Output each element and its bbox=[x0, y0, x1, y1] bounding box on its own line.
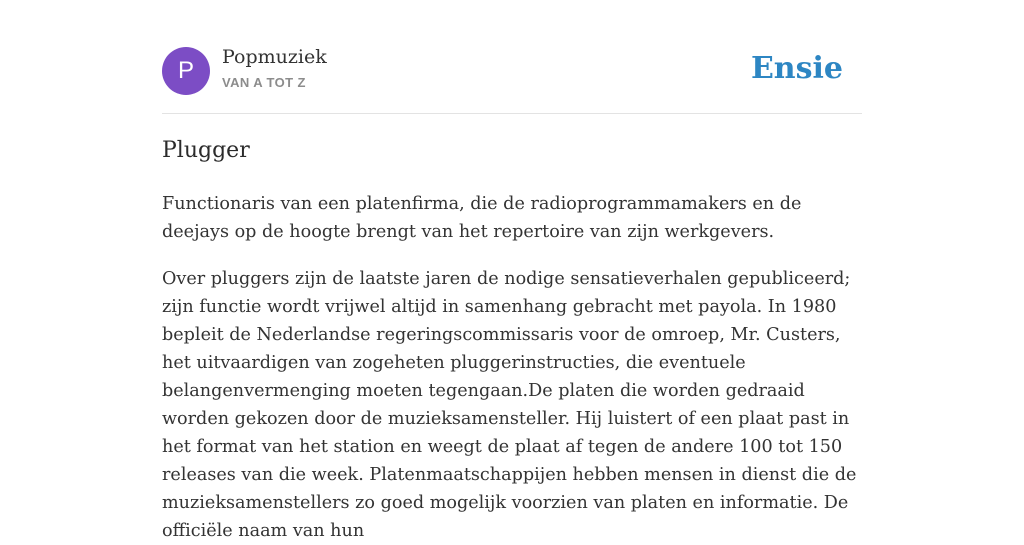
header bbox=[162, 0, 862, 114]
source-subtitle: VAN A TOT Z bbox=[222, 75, 306, 90]
entry-paragraph-2: Over pluggers zijn de laatste jaren de nodige sensatieverhalen gepubliceerd; zijn functie wordt vrijwel altijd in samenhang gebracht met payola. In 1980 bepleit de Nederlandse regeringscommissaris voor de omroep, Mr. Custers, het uitvaardigen van zogeheten pluggerinstructies, die eventuele belangenvermenging moeten tegengaan.De platen die worden gedraaid worden gekozen door de muzieksamensteller. Hij luistert of een plaat past in het format van het station en weegt de plaat af tegen de andere 100 tot 150 releases van die week. Platenmaatschappijen hebben mensen in dienst die de muzieksamenstellers zo goed mogelijk voorzien van platen en informatie. De officiële naam van hun bbox=[162, 269, 857, 541]
ensie-logo[interactable]: Ensie bbox=[750, 51, 843, 86]
entry-title: Plugger bbox=[162, 138, 250, 163]
source-title-link[interactable]: Popmuziek bbox=[222, 46, 327, 68]
content-column bbox=[162, 0, 862, 541]
source-avatar[interactable]: P bbox=[162, 47, 210, 95]
entry-paragraph-1: Functionaris van een platenfirma, die de radioprogrammamakers en de deejays op de hoogte brengt van het repertoire van zijn werkgevers. bbox=[162, 194, 802, 242]
